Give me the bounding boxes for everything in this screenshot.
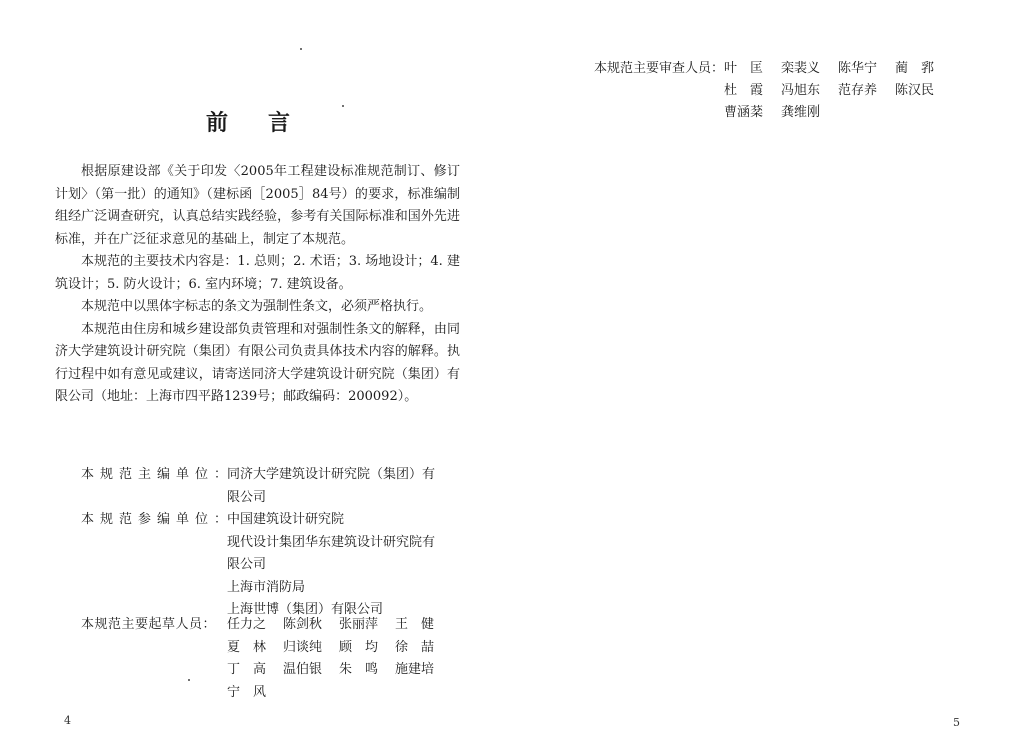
reviewer-name: 陈华宁 [838,61,878,76]
drafter-name: 施建培 [395,662,435,677]
drafter-name: 夏 林 [227,639,267,655]
drafter-name: 徐 喆 [395,639,435,655]
drafter-name: 顾 均 [339,639,379,655]
participating-unit-line: 上海市消防局 [227,579,306,595]
page-title: 前言 [206,110,331,136]
paragraph-contents: 本规范的主要技术内容是：1. 总则；2. 术语；3. 场地设计；4. 建筑设计；5. 防火设计；6. 室内环境；7. 建筑设备。 [55,254,460,292]
chief-unit-row [55,464,460,509]
drafters-row [55,614,460,704]
drafter-name: 宁 风 [227,684,267,700]
participating-units-row [55,509,460,622]
page-number-left: 4 [64,714,71,727]
paragraph-mandatory: 本规范中以黑体字标志的条文为强制性条文，必须严格执行。 [81,299,433,314]
reviewer-name: 陈汉民 [895,83,935,98]
reviewer-name: 范存养 [838,83,878,98]
participating-unit-line: 上海世博（集团）有限公司 [227,602,384,617]
reviewers-lines [724,58,952,124]
drafter-name: 王 健 [395,617,435,632]
chief-unit-values [227,464,460,509]
names-line [724,102,952,124]
names-line [724,58,952,80]
reviewer-name: 叶 匡 [724,61,764,76]
participating-units-label: 本规范参编单位： [81,512,227,527]
drafter-name: 丁 高 [227,662,267,677]
names-line [227,682,460,705]
reviewer-name: 冯旭东 [781,83,821,98]
scan-speck [300,48,302,50]
chief-unit-line: 同济大学建筑设计研究院（集团）有 [227,467,436,482]
names-line [724,80,952,102]
reviewer-name: 栾裴义 [781,61,821,76]
drafter-name: 陈剑秋 [283,617,323,632]
foreword-body [55,161,460,409]
page-number-right: 5 [953,716,960,729]
drafter-name: 温伯银 [283,662,323,677]
participating-units-values [227,509,460,622]
reviewer-name: 曹涵棻 [724,105,764,120]
drafter-name: 归谈纯 [283,639,323,655]
scan-speck [188,679,190,681]
reviewer-name: 龚维刚 [781,105,821,120]
reviewers-block [594,58,952,124]
drafter-name: 朱 鸣 [339,662,379,677]
scan-speck [342,105,344,107]
participating-unit-line: 限公司 [227,557,267,572]
names-line [227,659,460,682]
names-line [227,614,460,637]
reviewers-label: 本规范主要审查人员： [594,61,725,76]
chief-unit-label: 本规范主编单位： [81,467,227,482]
chief-unit-line: 限公司 [227,489,267,505]
names-line [227,637,460,660]
participating-unit-line: 现代设计集团华东建筑设计研究院有 [227,534,436,550]
drafters-label: 本规范主要起草人员： [81,617,217,632]
drafter-name: 任力之 [227,617,267,632]
drafters-lines [227,614,460,704]
reviewer-name: 蔺 郛 [895,61,935,76]
participating-unit-line: 中国建筑设计研究院 [227,512,345,527]
reviewer-name: 杜 霞 [724,83,764,98]
drafters-block [55,614,460,704]
drafter-name: 张丽萍 [339,617,379,632]
paragraph-management: 本规范由住房和城乡建设部负责管理和对强制性条文的解释，由同济大学建筑设计研究院（集团）有限公司负责具体技术内容的解释。执行过程中如有意见或建议，请寄送同济大学建筑设计研究院（集团）有限公司（地址：上海市四平路1239号；邮政编码：200092）。 [55,321,460,404]
paragraph-basis: 根据原建设部《关于印发〈2005年工程建设标准规范制订、修订计划〉（第一批）的通知》（建标函［2005］84号）的要求，标准编制组经广泛调查研究，认真总结实践经验，参考有关国际标准和国外先进标准，并在广泛征求意见的基础上，制定了本规范。 [55,164,460,247]
units-block [55,464,460,622]
